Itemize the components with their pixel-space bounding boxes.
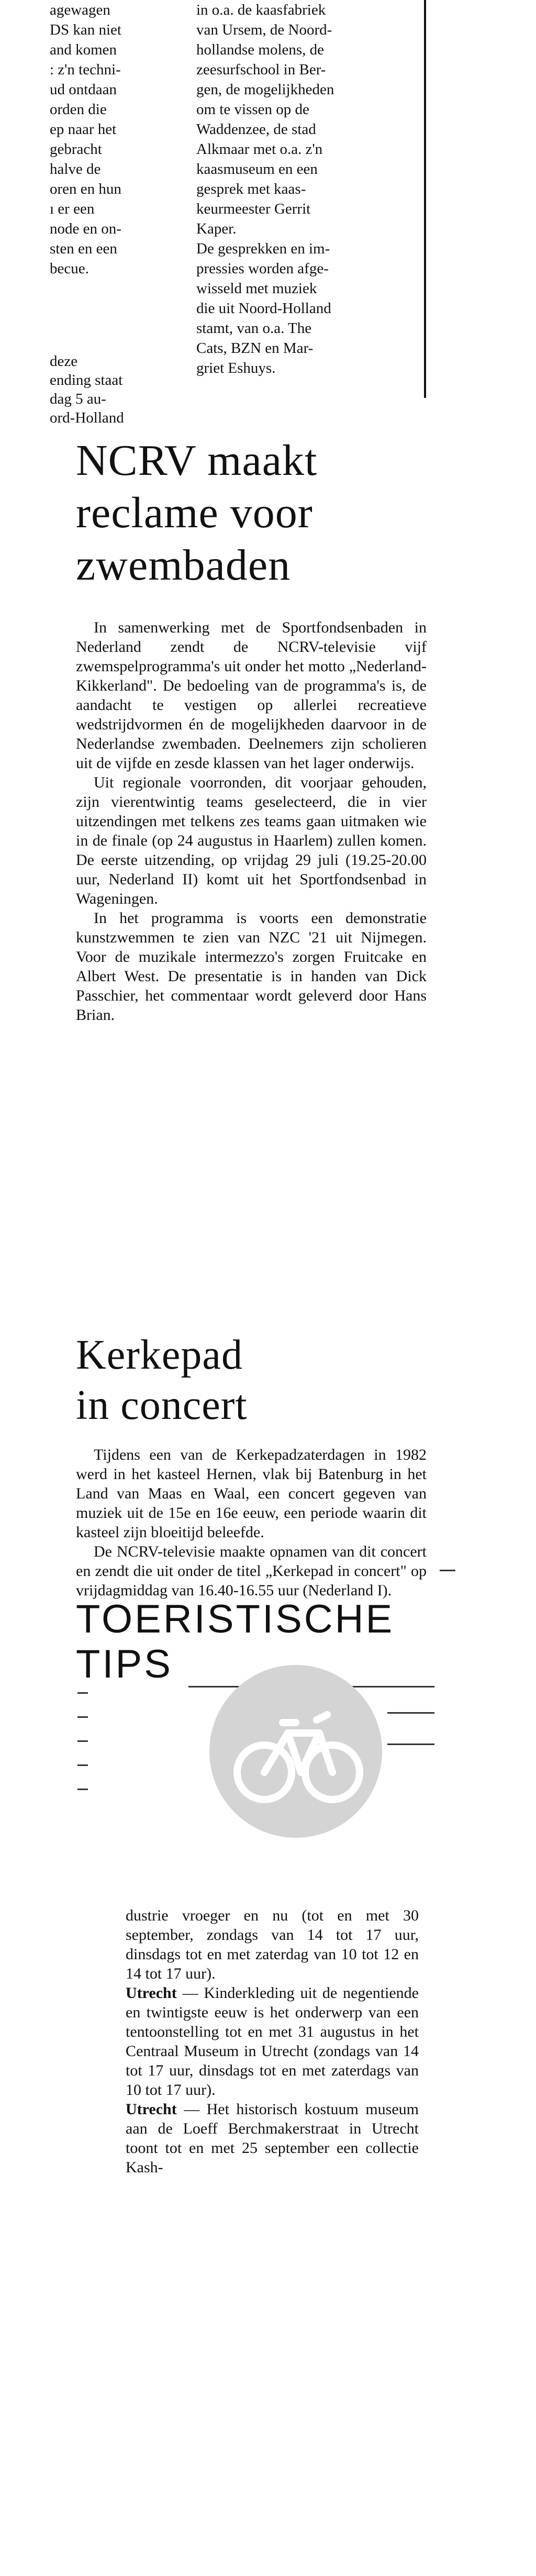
bicycle-icon [209,1665,382,1838]
section-rule [77,1789,88,1790]
tips-body [126,1906,419,2177]
text-line: dag 5 au- [50,391,106,407]
text-line: griet Eshuys. [196,360,276,376]
article-headline [76,435,317,592]
text-line: in o.a. de kaasfabriek [196,2,326,18]
article-body [76,1445,427,1600]
left-column-tail [50,352,186,427]
text-line: hollandse molens, de [196,41,325,58]
text-line: keurmeester Gerrit [196,201,311,217]
column-divider [424,0,426,398]
text-line: gebracht [50,141,102,158]
headline-line: NCRV maakt [76,436,318,485]
text-line: stamt, van o.a. The [196,320,312,337]
text-line: deze [50,353,78,370]
text-line: ı er een [50,201,95,217]
headline-line: in concert [76,1382,248,1428]
text-line: De gesprekken en im- [196,240,330,257]
text-line: Cats, BZN en Mar- [196,340,314,357]
headline-line: reclame voor [76,488,313,537]
text-line: node en on- [50,220,121,237]
section-rule [77,1692,88,1694]
divider-line [440,1570,455,1571]
text-line: Kaper. [196,220,237,237]
tips-text: — Het historisch kostuum museum aan de Loeff Berchmakerstraat in Utrecht toont tot en met 25 september een collectie Kash- [126,2101,419,2176]
article-paragraph: Uit regionale voorronden, dit voorjaar gehouden, zijn vierentwintig teams geselecteerd, die in vier uitzendingen met telkens zes teams gaan uitmaken wie in de finale (op 24 augustus in Haarlem) zullen komen. De eerste uitzending, op vrijdag 29 juli (19.25-20.00 uur, Nederland II) komt uit het Sportfondsenbad in Wageningen. [76,774,427,907]
tips-text: — Kinderkleding uit de negentiende en twintigste eeuw is het onderwerp van een tentoonstelling tot en met 31 augustus in het Centraal Museum in Utrecht (zondags van 14 tot 17 uur, dinsdags tot en met zaterdags van 10 tot 17 uur). [126,1984,419,2098]
text-line: becue. [50,260,89,277]
text-line: wisseld met muziek [196,280,317,297]
section-rule [77,1764,88,1766]
text-line: halve de [50,161,101,177]
text-line: oren en hun [50,181,121,197]
text-line: die uit Noord-Holland [196,300,331,317]
text-line: van Ursem, de Noord- [196,21,332,38]
section-rule [77,1716,88,1718]
title-line: TIPS [76,1642,173,1686]
section-rule [77,1740,88,1742]
text-line: agewagen [50,2,110,18]
section-rule [387,1744,434,1745]
section-rule [387,1712,434,1714]
left-column-fragment [50,0,186,279]
tips-paragraph: dustrie vroeger en nu (tot en met 30 september, zondags van 14 tot 17 uur, dinsdags tot en met zaterdag van 10 tot 12 en 14 tot 17 uur). [126,1907,419,1982]
tips-place: Utrecht [126,1984,177,2002]
tips-place: Utrecht [126,2101,177,2118]
text-line: gesprek met kaas- [196,181,306,197]
headline-line: zwembaden [76,541,291,590]
headline-line: Kerkepad [76,1332,243,1378]
text-line: ending staat [50,372,123,388]
text-line: kaasmuseum en een [196,161,318,177]
article-paragraph: In samenwerking met de Sportfondsenbaden in Nederland zendt de NCRV-televisie vijf zwemspelprogramma's uit onder het motto „Nederland-Kikkerland". De bedoeling van de programma's is, de aandacht te vestigen op allerlei recreatieve wedstrijdvormen én de mogelijkheden daarvoor in de Nederlandse zwembaden. Deelnemers zijn scholieren uit de vijfde en zesde klassen van het lager onderwijs. [76,619,427,772]
tips-entry [126,1983,419,2100]
text-line: Alkmaar met o.a. z'n [196,141,323,158]
article-paragraph: De NCRV-televisie maakte opnamen van dit concert en zendt die uit onder de titel „Kerkepad in concert" op vrijdagmiddag van 16.40-16.55 uur (Nederland I). [76,1543,427,1599]
text-line: ud ontdaan [50,81,117,98]
text-line: ep naar het [50,121,117,138]
tips-entry [126,2100,419,2177]
article-headline [76,1330,248,1430]
article-body [76,618,427,1025]
text-line: om te vissen op de [196,101,309,118]
text-line: sten en een [50,240,117,257]
text-line: : z'n techni- [50,61,121,78]
title-line: TOERISTISCHE [76,1597,395,1641]
text-line: zeesurfschool in Ber- [196,61,326,78]
text-line: and komen [50,41,117,58]
article-paragraph: In het programma is voorts een demonstratie kunstzwemmen te zien van NZC '21 uit Nijmegen. Voor de muzikale intermezzo's zorgen Fruitcake en Albert West. De presentatie is in handen van Dick Passchier, het commentaar wordt geleverd door Hans Brian. [76,909,427,1024]
text-line: DS kan niet [50,21,121,38]
text-line: Waddenzee, de stad [196,121,316,138]
article-paragraph: Tijdens een van de Kerkepadzaterdagen in 1982 werd in het kasteel Hernen, vlak bij Batenburg in het Land van Maas en Waal, een concert gegeven van muziek uit de 15e en 16e eeuw, een periode waarin dit kasteel zijn bloeitijd beleefde. [76,1446,427,1541]
bicycle-emblem [209,1665,382,1838]
text-line: pressies worden afge- [196,260,329,277]
text-line: orden die [50,101,107,118]
right-column-fragment [196,0,416,378]
text-line: gen, de mogelijkheden [196,81,334,98]
text-line: ord-Holland [50,409,124,426]
